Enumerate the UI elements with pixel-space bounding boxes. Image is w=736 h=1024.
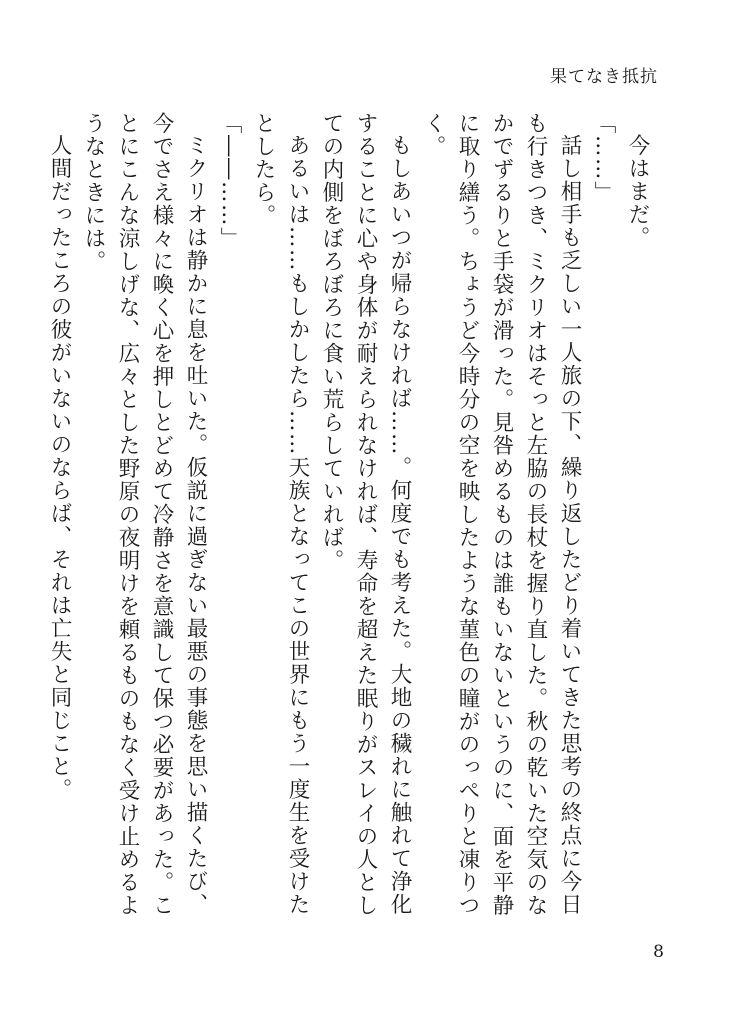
running-head: 果てなき抵抗 <box>550 67 658 87</box>
page-number: 8 <box>653 942 664 962</box>
paragraph: 話し相手も乏しい一人旅の下、繰り返したどり着いてきた思考の終点に今日も行きつき、ミクリオはそっと左脇の長杖を握り直した。秋の乾いた空気のなかでずるりと手袋が滑った。見咎めるものは誰もいないというのに、面を平静に取り繕う。ちょうど今時分の空を映したような菫色の瞳がのっぺりと凍りつく。 <box>421 112 582 917</box>
paragraph: 今はまだ。 <box>625 133 650 249</box>
paragraph: 人間だったころの彼がいないのならば、それは亡失と同じこと。 <box>47 133 72 801</box>
paragraph: ミクリオは静かに息を吐いた。仮説に過ぎない最悪の事態を思い描くたび、今でさえ様々に喚く心を押しとどめて冷静さを意識して保つ必要があった。ことにこんな涼しげな、広々とした野原の夜明けを頼るものもなく受け止めるようなときには。 <box>81 112 208 917</box>
body-text <box>42 112 654 932</box>
dialogue-line: 「……」 <box>591 112 616 204</box>
paragraph: もしあいつが帰らなければ……。何度でも考えた。大地の穢れに触れて浄化することに心や身体が耐えられなければ、寿命を超えた眠りがスレイの人としての内側をぼろぼろに食い荒らしていれば。 <box>319 112 412 917</box>
paragraph: あるいは……もしかしたら……天族となってこの世界にもう一度生を受けたとしたら。 <box>251 112 310 916</box>
dialogue-line: 「――……」 <box>217 112 242 250</box>
